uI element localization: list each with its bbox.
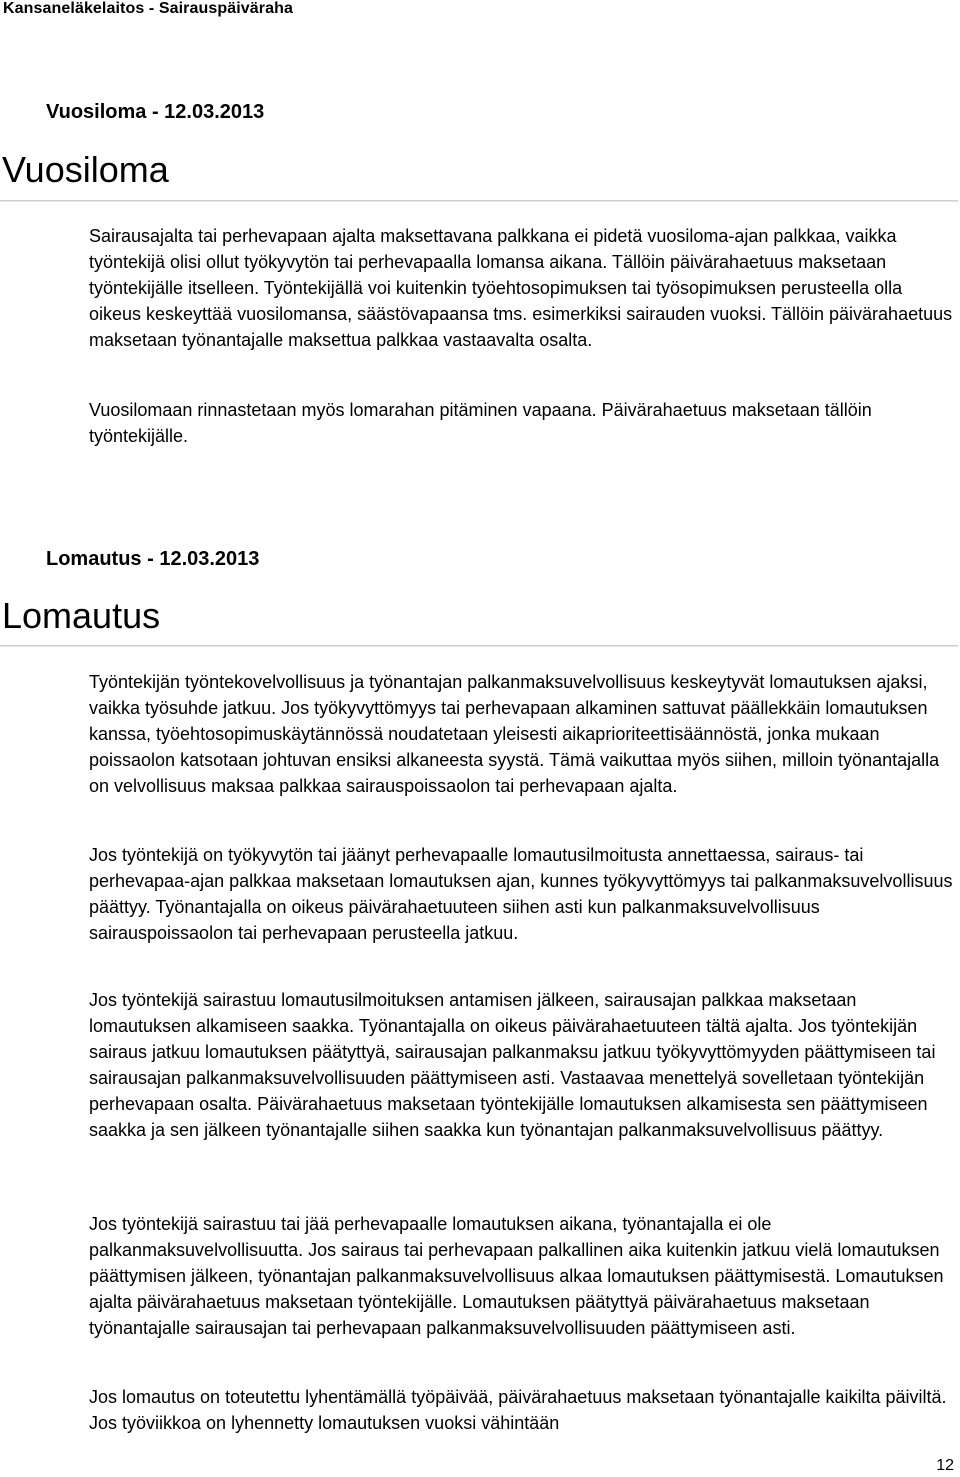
paragraph: Jos lomautus on toteutettu lyhentämällä työpäivää, päivärahaetuus maksetaan työnantajalle kaikilta päiviltä. Jos työviikkoa on lyhennetty lomautuksen vuoksi vähintään: [89, 1387, 947, 1433]
paragraph: Sairausajalta tai perhevapaan ajalta maksettavana palkkana ei pidetä vuosiloma-ajan palkkaa, vaikka työntekijä olisi ollut työkyvytön tai perhevapaalla lomansa aikana. Tällöin päivärahaetuus maksetaan työntekijälle itselleen. Työntekijällä voi kuitenkin työehtosopimuksen tai työsopimuksen perusteella olla oikeus keskeyttää vuosilomansa, säästövapaansa tms. esimerkiksi sairauden vuoksi. Tällöin päivärahaetuus maksetaan työnantajalle maksettua palkkaa vastaavalta osalta.: [89, 226, 953, 350]
paragraph: Jos työntekijä sairastuu lomautusilmoituksen antamisen jälkeen, sairausajan palkkaa maksetaan lomautuksen alkamiseen saakka. Työnantajalla on oikeus päivärahaetuuteen tältä ajalta. Jos työntekijän sairaus jatkuu lomautuksen päätyttyä, sairausajan palkanmaksu jatkuu työkyvyttömyyden päättymiseen tai sairausajan palkanmaksuvelvollisuuden päättymiseen asti. Vastaavaa menettelyä sovelletaan työntekijän perhevapaan osalta. Päivärahaetuus maksetaan työntekijälle lomautuksen alkamisesta sen päättymiseen saakka ja sen jälkeen työnantajalle siihen saakka kun työnantajan palkanmaksuvelvollisuus päättyy.: [89, 990, 936, 1140]
section-title: Lomautus: [2, 595, 161, 636]
title-divider: [0, 645, 958, 647]
page-number: 12: [936, 1457, 954, 1474]
section-date-heading: Vuosiloma - 12.03.2013: [46, 101, 265, 123]
section-title: Vuosiloma: [2, 149, 169, 190]
section-date-heading: Lomautus - 12.03.2013: [46, 548, 260, 570]
paragraph: Työntekijän työntekovelvollisuus ja työnantajan palkanmaksuvelvollisuus keskeytyvät lomautuksen ajaksi, vaikka työsuhde jatkuu. Jos työkyvyttömyys tai perhevapaan alkaminen sattuvat päällekkäin lomautuksen kanssa, työehtosopimuskäytännössä noudatetaan yleisesti aikaprioriteettisäännöstä, jonka mukaan poissaolon katsotaan johtuvan ensiksi alkaneesta syystä. Tämä vaikuttaa myös siihen, milloin työnantajalla on velvollisuus maksaa palkkaa sairauspoissaolon tai perhevapaan ajalta.: [89, 672, 940, 796]
running-header: Kansaneläkelaitos - Sairauspäiväraha: [3, 0, 293, 17]
title-divider: [0, 200, 958, 202]
paragraph: Vuosilomaan rinnastetaan myös lomarahan pitäminen vapaana. Päivärahaetuus maksetaan tällöin työntekijälle.: [89, 400, 872, 446]
paragraph: Jos työntekijä sairastuu tai jää perhevapaalle lomautuksen aikana, työnantajalla ei ole palkanmaksuvelvollisuutta. Jos sairaus tai perhevapaan palkallinen aika kuitenkin jatkuu vielä lomautuksen päättymisen jälkeen, työnantajan palkanmaksuvelvollisuus alkaa lomautuksen päättymisestä. Lomautuksen ajalta päivärahaetuus maksetaan työntekijälle. Lomautuksen päätyttyä päivärahaetuus maksetaan työnantajalle sairausajan tai perhevapaan palkanmaksuvelvollisuuden päättymiseen asti.: [89, 1214, 944, 1338]
paragraph: Jos työntekijä on työkyvytön tai jäänyt perhevapaalle lomautusilmoitusta annettaessa, sairaus- tai perhevapaa-ajan palkkaa maksetaan lomautuksen ajan, kunnes työkyvyttömyys tai palkanmaksuvelvollisuus päättyy. Työnantajalla on oikeus päivärahaetuuteen siihen asti kun palkanmaksuvelvollisuus sairauspoissaolon tai perhevapaan perusteella jatkuu.: [89, 845, 953, 943]
